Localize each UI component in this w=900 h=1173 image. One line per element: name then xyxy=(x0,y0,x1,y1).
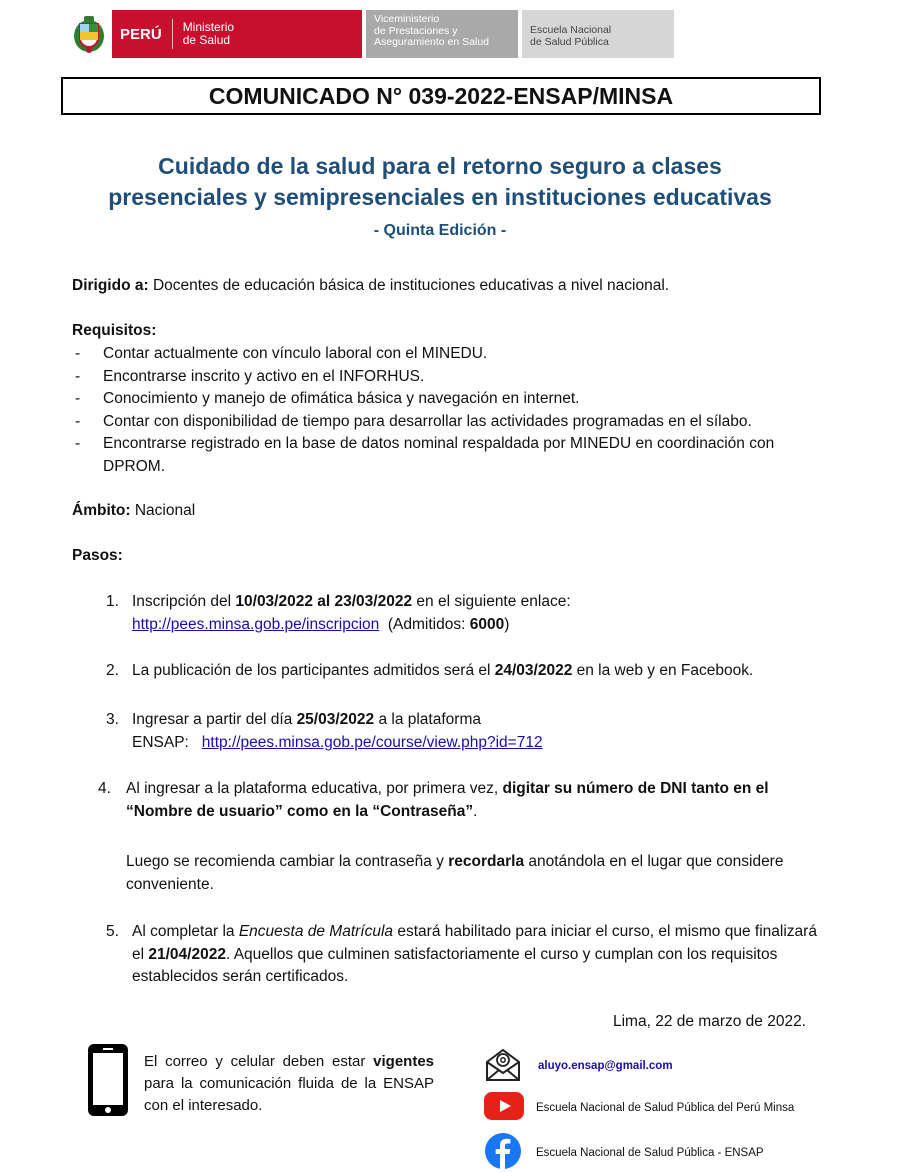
youtube-icon xyxy=(484,1092,524,1123)
document-title xyxy=(40,151,840,213)
viceministry-logo xyxy=(366,10,518,58)
youtube-contact xyxy=(484,1092,794,1123)
course-link[interactable]: http://pees.minsa.gob.pe/course/view.php?id=712 xyxy=(201,733,543,751)
vice-line3: Aseguramiento en Salud xyxy=(374,36,489,48)
step-text: en el siguiente enlace: xyxy=(412,593,571,610)
note-emphasis: vigentes xyxy=(373,1053,434,1070)
ministry-line1: Ministerio xyxy=(182,20,235,34)
peru-ministry-logo xyxy=(112,10,362,58)
list-item: - Encontrarse inscrito y activo en el INFORHUS. xyxy=(72,366,817,389)
note-text: para la comunicación fluida de la ENSAP con el interesado. xyxy=(144,1075,434,1114)
coat-of-arms-icon xyxy=(66,10,112,58)
list-item: - Encontrarse registrado en la base de datos nominal respaldada por MINEDU en coordinación con DPROM. xyxy=(72,433,817,478)
step-5 xyxy=(106,921,822,989)
step-text: a la plataforma xyxy=(374,711,481,728)
inscripcion-link[interactable]: http://pees.minsa.gob.pe/inscripcion xyxy=(132,615,380,633)
step-emphasis: recordarla xyxy=(448,853,525,870)
step-number: 3. xyxy=(106,711,119,728)
step-date: 10/03/2022 al 23/03/2022 xyxy=(235,593,413,610)
step-text: Al completar la xyxy=(132,923,239,940)
step-2 xyxy=(106,660,832,683)
step-text: Al ingresar a la plataforma educativa, por primera vez, xyxy=(126,780,503,797)
step-italic: Encuesta de Matrícula xyxy=(238,923,394,940)
pasos-label: Pasos: xyxy=(72,547,123,564)
country-label: PERÚ xyxy=(112,19,173,49)
requisitos-label: Requisitos: xyxy=(72,322,157,339)
admitidos-count: 6000 xyxy=(469,615,505,633)
step-text: . xyxy=(473,802,478,820)
list-item: - Contar actualmente con vínculo laboral con el MINEDU. xyxy=(72,343,817,366)
step-3 xyxy=(106,709,822,754)
step-date: 21/04/2022 xyxy=(148,945,226,963)
school-logo xyxy=(522,10,674,58)
edition-label: - Quinta Edición - xyxy=(373,222,507,239)
step-number: 5. xyxy=(106,923,119,940)
list-item: - Contar con disponibilidad de tiempo para desarrollar las actividades programadas en el sílabo. xyxy=(72,411,817,434)
title-line1: Cuidado de la salud para el retorno seguro a clases xyxy=(158,153,722,179)
ambito-text: Nacional xyxy=(130,502,196,519)
step-date: 25/03/2022 xyxy=(296,711,375,728)
step-text: . Aquellos que culminen satisfactoriamente el curso y cumplan con los requisitos establecidos serán certificados. xyxy=(132,945,778,985)
ambito-paragraph xyxy=(72,500,195,522)
document-date: Lima, 22 de marzo de 2022. xyxy=(612,1013,806,1030)
step-text: Ingresar a partir del día xyxy=(132,711,297,728)
email-contact xyxy=(484,1046,673,1085)
title-line2: presenciales y semipresenciales en instituciones educativas xyxy=(108,184,772,210)
step-text: Inscripción del xyxy=(132,593,236,610)
step-text: ) xyxy=(504,615,510,633)
list-item: - Conocimiento y manejo de ofimática básica y navegación en internet. xyxy=(72,388,817,411)
school-line2: de Salud Pública xyxy=(530,36,609,48)
step-text: ENSAP: xyxy=(132,733,189,751)
email-icon xyxy=(484,1046,522,1085)
step-number: 2. xyxy=(106,662,119,679)
step-emphasis: digitar su número de DNI tanto en el “Nombre de usuario” como en la “Contraseña” xyxy=(126,780,769,820)
comunicado-heading: COMUNICADO N° 039-2022-ENSAP/MINSA xyxy=(61,77,821,115)
step-text: en la web y en Facebook. xyxy=(572,662,754,679)
ministry-label xyxy=(173,21,234,47)
dirigido-text: Docentes de educación básica de instituciones educativas a nivel nacional. xyxy=(148,277,670,294)
ambito-label: Ámbito: xyxy=(72,502,131,519)
phone-icon xyxy=(86,1042,130,1123)
step-4-note xyxy=(126,851,786,896)
step-number: 4. xyxy=(98,780,111,797)
facebook-contact xyxy=(484,1132,764,1173)
facebook-icon xyxy=(484,1132,522,1173)
note-text: El correo y celular deben estar xyxy=(144,1053,374,1070)
vice-line1: Viceministerio xyxy=(374,13,440,25)
step-date: 24/03/2022 xyxy=(494,662,573,679)
step-text: anotándola en el lugar que considere conveniente. xyxy=(126,853,784,893)
step-text: estará habilitado para iniciar el curso, el mismo que finalizará el xyxy=(132,923,817,963)
dirigido-label: Dirigido a: xyxy=(72,277,149,294)
step-4 xyxy=(98,778,816,823)
vice-line2: de Prestaciones y xyxy=(374,24,458,37)
step-1 xyxy=(106,591,822,636)
facebook-page[interactable]: Escuela Nacional de Salud Pública - ENSAP xyxy=(536,1146,764,1159)
step-text: Luego se recomienda cambiar la contraseña y xyxy=(126,853,449,870)
contact-note xyxy=(144,1051,434,1117)
school-line1: Escuela Nacional xyxy=(530,24,612,36)
step-number: 1. xyxy=(106,593,119,610)
header-logos xyxy=(66,10,674,58)
dirigido-paragraph xyxy=(72,275,669,297)
youtube-channel[interactable]: Escuela Nacional de Salud Pública del Perú Minsa xyxy=(536,1101,795,1114)
email-link[interactable]: aluyo.ensap@gmail.com xyxy=(538,1059,673,1072)
step-text: La publicación de los participantes admitidos será el xyxy=(132,662,495,679)
ministry-line2: de Salud xyxy=(182,33,231,47)
requisitos-list xyxy=(72,343,817,478)
step-text: (Admitidos: xyxy=(379,615,470,633)
